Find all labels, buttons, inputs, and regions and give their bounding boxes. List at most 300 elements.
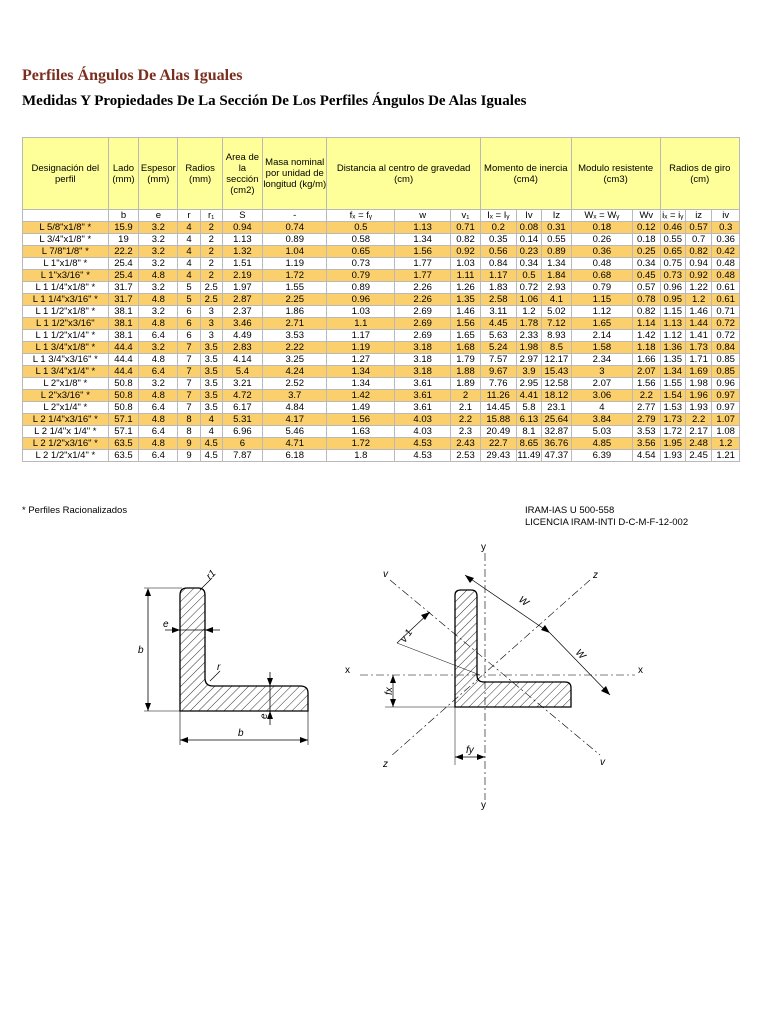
table-cell: 6.4 [139, 330, 178, 342]
subheader-cell: v₁ [451, 210, 481, 222]
table-cell: 3.5 [200, 390, 222, 402]
table-cell: 1.78 [516, 318, 541, 330]
table-cell: 4.03 [395, 414, 451, 426]
table-cell: 4.49 [222, 330, 262, 342]
table-cell: 1.56 [327, 414, 395, 426]
table-cell: 4 [571, 402, 632, 414]
profile-designation-cell: L 1 1/4"x3/16" * [23, 294, 109, 306]
table-cell: 0.96 [327, 294, 395, 306]
table-cell: 7 [178, 378, 200, 390]
table-cell: 2.26 [395, 282, 451, 294]
table-row [23, 438, 740, 450]
table-cell: 0.78 [633, 294, 660, 306]
table-cell: 1.19 [327, 342, 395, 354]
table-cell: 1.93 [660, 450, 685, 462]
table-cell: 0.75 [660, 258, 685, 270]
table-cell: 2.79 [633, 414, 660, 426]
subheader-cell: iz [685, 210, 711, 222]
table-cell: 4.53 [395, 438, 451, 450]
table-cell: 0.57 [685, 222, 711, 234]
table-cell: 0.48 [571, 258, 632, 270]
label-x-right: x [638, 665, 643, 676]
table-cell: 0.74 [262, 222, 327, 234]
table-cell: 1.2 [685, 294, 711, 306]
table-cell: 1.08 [712, 426, 740, 438]
profile-designation-cell: L 1"x1/8" * [23, 258, 109, 270]
table-cell: 25.4 [108, 270, 139, 282]
table-cell: 2.5 [200, 282, 222, 294]
table-cell: 1.54 [660, 390, 685, 402]
table-cell: 4.8 [139, 318, 178, 330]
table-cell: 0.82 [685, 246, 711, 258]
table-cell: 1.84 [542, 270, 572, 282]
table-cell: 3.5 [200, 366, 222, 378]
table-cell: 0.57 [633, 282, 660, 294]
table-cell: 4 [178, 234, 200, 246]
table-cell: 1.72 [327, 438, 395, 450]
table-cell: 1.14 [633, 318, 660, 330]
norm-reference [525, 505, 688, 529]
table-cell: 1.53 [660, 402, 685, 414]
table-cell: 2.95 [516, 378, 541, 390]
table-cell: 5.03 [571, 426, 632, 438]
table-cell: 0.7 [685, 234, 711, 246]
table-cell: 8.93 [542, 330, 572, 342]
subheader-cell: Iₓ = Iᵧ [480, 210, 516, 222]
subheader-cell: Iz [542, 210, 572, 222]
table-cell: 9.67 [480, 366, 516, 378]
table-cell: 1.2 [712, 438, 740, 450]
profile-designation-cell: L 2"x3/16" * [23, 390, 109, 402]
table-row [23, 258, 740, 270]
table-cell: 1.71 [685, 354, 711, 366]
table-cell: 7 [178, 390, 200, 402]
table-cell: 5.24 [480, 342, 516, 354]
table-cell: 2.93 [542, 282, 572, 294]
table-cell: 1.18 [633, 342, 660, 354]
table-cell: 1.26 [451, 282, 481, 294]
table-cell: 2.2 [633, 390, 660, 402]
table-cell: 1.13 [660, 318, 685, 330]
table-cell: 9 [178, 450, 200, 462]
table-cell: 1.58 [571, 342, 632, 354]
table-row [23, 450, 740, 462]
table-cell: 11.49 [517, 450, 541, 461]
subheader-cell: iv [712, 210, 740, 222]
table-cell: 5.63 [480, 330, 516, 342]
table-cell: 1.46 [451, 306, 481, 318]
table-cell: 6.13 [516, 414, 541, 426]
table-cell: 1.42 [633, 330, 660, 342]
table-cell: 22.2 [108, 246, 139, 258]
table-cell: 0.48 [712, 270, 740, 282]
table-cell: 3.25 [262, 354, 327, 366]
profile-designation-cell: L 2 1/2"x1/4" * [23, 450, 109, 462]
table-cell: 6.4 [139, 426, 178, 438]
header-momento: Momento de inercia (cm4) [480, 138, 571, 210]
table-cell: 3.18 [395, 366, 451, 378]
profile-designation-cell: L 7/8"1/8" * [23, 246, 109, 258]
table-cell: 1.83 [480, 282, 516, 294]
table-cell: 1.72 [262, 270, 327, 282]
profile-designation-cell: L 1 3/4"x3/16" * [23, 354, 109, 366]
table-cell: 1.51 [222, 258, 262, 270]
header-masa: Masa nominal por unidad de longitud (kg/m) [262, 138, 327, 210]
table-cell: 1.98 [516, 342, 541, 354]
table-cell: 7 [178, 354, 200, 366]
profile-designation-cell: L 1 3/4"x1/8" * [23, 342, 109, 354]
table-cell: 4.1 [542, 294, 572, 306]
label-v-bottom: v [600, 757, 605, 768]
table-cell: 38.1 [108, 306, 139, 318]
table-cell: 3.53 [633, 426, 660, 438]
table-cell: 0.65 [660, 246, 685, 258]
table-cell: 0.97 [712, 390, 740, 402]
table-cell: 0.71 [451, 222, 481, 234]
label-r: r [217, 662, 221, 673]
table-cell: 36.76 [542, 438, 572, 450]
table-cell: 0.97 [712, 402, 740, 414]
dim-w-upper [465, 575, 550, 633]
table-cell: 0.84 [480, 258, 516, 270]
table-cell: 50.8 [108, 378, 139, 390]
table-cell: 4.85 [571, 438, 632, 450]
table-cell: 3.56 [633, 438, 660, 450]
table-cell: 1.98 [685, 378, 711, 390]
table-cell: 0.72 [712, 330, 740, 342]
table-cell: 2 [200, 222, 222, 234]
table-cell: 1.35 [660, 354, 685, 366]
label-z-bottom: z [383, 759, 388, 770]
table-cell: 1.77 [395, 270, 451, 282]
table-row [23, 330, 740, 342]
table-cell: 6.4 [139, 402, 178, 414]
table-cell: 3.61 [395, 402, 451, 414]
table-cell: 7.76 [480, 378, 516, 390]
table-cell: 2.45 [685, 450, 711, 462]
label-w-lower: W [572, 647, 588, 662]
table-cell: 2.17 [685, 426, 711, 438]
table-cell: 4.84 [262, 402, 327, 414]
table-cell: 0.92 [685, 270, 711, 282]
table-cell: 0.48 [712, 258, 740, 270]
axis-z [390, 580, 590, 757]
profile-designation-cell: L 2 1/4"x3/16" * [23, 414, 109, 426]
table-cell: 0.82 [451, 234, 481, 246]
table-cell: 29.43 [480, 450, 516, 462]
table-cell: 2.37 [222, 306, 262, 318]
table-cell: 0.36 [712, 234, 740, 246]
table-cell: 44.4 [108, 342, 139, 354]
table-cell: 0.65 [327, 246, 395, 258]
table-cell: 4.5 [200, 438, 222, 450]
profile-designation-cell: L 1 1/2"x3/16" [23, 318, 109, 330]
table-cell: 1.73 [685, 342, 711, 354]
table-cell: 1.15 [571, 294, 632, 306]
table-cell: 5.02 [542, 306, 572, 318]
table-cell: 1.56 [451, 318, 481, 330]
table-cell: 2.5 [200, 294, 222, 306]
table-cell: 1.68 [451, 342, 481, 354]
table-cell: 2.2 [451, 414, 481, 426]
profile-designation-cell: L 1 3/4"x1/4" * [23, 366, 109, 378]
table-cell: 0.34 [516, 258, 541, 270]
table-cell: 1.89 [451, 378, 481, 390]
header-distancia: Distancia al centro de gravedad (cm) [327, 138, 480, 210]
header-espesor: Espesor (mm) [139, 138, 178, 210]
subheader-cell: iₓ = iᵧ [660, 210, 685, 222]
label-e-bottom: e [259, 713, 270, 719]
table-cell: 0.84 [712, 342, 740, 354]
table-cell: 2.22 [262, 342, 327, 354]
angle-section-shape [180, 588, 308, 711]
table-cell: 1.03 [451, 258, 481, 270]
footnote-racionalizados: * Perfiles Racionalizados [22, 505, 128, 516]
subheader-cell: Iv [516, 210, 541, 222]
norm-licencia: LICENCIA IRAM-INTI D-C-M-F-12-002 [525, 517, 689, 528]
table-row [23, 294, 740, 306]
header-designacion: Designación del perfil [23, 138, 109, 210]
table-cell: 5.4 [222, 366, 262, 378]
table-cell: 2.69 [395, 318, 451, 330]
label-y-bottom: y [481, 800, 486, 811]
table-cell: 1.32 [222, 246, 262, 258]
label-z-top: z [593, 570, 598, 581]
table-cell: 11.26 [480, 390, 516, 402]
table-cell: 6 [178, 318, 200, 330]
table-cell: 1.19 [262, 258, 327, 270]
table-cell: 2.87 [222, 294, 262, 306]
table-cell: 0.92 [451, 246, 481, 258]
table-cell: 3.61 [395, 390, 451, 402]
table-cell: 3.11 [480, 306, 516, 318]
table-cell: 0.72 [516, 282, 541, 294]
table-cell: 2 [200, 258, 222, 270]
table-cell: 1.2 [516, 306, 541, 318]
table-cell: 1.34 [327, 366, 395, 378]
table-cell: 2 [200, 246, 222, 258]
properties-table [22, 137, 740, 462]
table-cell: 4.8 [139, 438, 178, 450]
subheader-cell [23, 210, 109, 222]
profile-designation-cell: L 3/4"x1/8" * [23, 234, 109, 246]
profile-designation-cell: L 1 1/4"x1/8" * [23, 282, 109, 294]
table-cell: 2.19 [222, 270, 262, 282]
table-cell: 1.8 [327, 450, 395, 462]
table-cell: 1.15 [660, 306, 685, 318]
table-row [23, 354, 740, 366]
table-cell: 0.18 [571, 222, 632, 234]
table-cell: 3.2 [139, 222, 178, 234]
subheader-cell: S [222, 210, 262, 222]
profile-designation-cell: L 2"x1/8" * [23, 378, 109, 390]
table-cell: 0.35 [480, 234, 516, 246]
table-cell: 3.21 [222, 378, 262, 390]
table-cell: 4.54 [633, 450, 660, 462]
table-cell: 0.5 [516, 270, 541, 282]
table-cell: 4.71 [262, 438, 327, 450]
profile-designation-cell: L 2"x1/4" * [23, 402, 109, 414]
table-cell: 0.94 [685, 258, 711, 270]
table-subheader-row [23, 210, 740, 222]
table-cell: 7 [178, 402, 200, 414]
profile-designation-cell: L 2 1/2"x3/16" * [23, 438, 109, 450]
table-cell: 57.1 [108, 414, 139, 426]
table-cell: 4.41 [516, 390, 541, 402]
table-cell: 3.5 [200, 342, 222, 354]
table-cell: 0.45 [633, 270, 660, 282]
table-cell: 2.69 [395, 306, 451, 318]
table-cell: 1.77 [395, 258, 451, 270]
table-cell: 5.31 [222, 414, 262, 426]
table-cell: 0.89 [542, 246, 572, 258]
table-cell: 0.89 [327, 282, 395, 294]
table-cell: 3.2 [139, 234, 178, 246]
subheader-cell: - [262, 210, 327, 222]
table-cell: 15.9 [108, 222, 139, 234]
table-cell: 1.36 [660, 342, 685, 354]
table-row [23, 318, 740, 330]
table-cell: 4.03 [395, 426, 451, 438]
table-cell: 47.37 [542, 450, 572, 462]
subheader-cell: b [108, 210, 139, 222]
table-cell: 0.42 [712, 246, 740, 258]
table-row [23, 282, 740, 294]
table-cell: 7.57 [480, 354, 516, 366]
table-cell: 0.12 [633, 222, 660, 234]
table-cell: 3.2 [139, 342, 178, 354]
table-cell: 63.5 [108, 438, 139, 450]
table-cell: 0.73 [327, 258, 395, 270]
table-cell: 1.65 [571, 318, 632, 330]
table-cell: 0.14 [516, 234, 541, 246]
table-cell: 3 [200, 330, 222, 342]
label-v1: v 1 [398, 627, 416, 645]
table-cell: 4.8 [139, 414, 178, 426]
table-cell: 1.34 [660, 366, 685, 378]
table-cell: 2.3 [451, 426, 481, 438]
table-cell: 0.82 [633, 306, 660, 318]
table-cell: 4 [178, 246, 200, 258]
table-cell: 1.69 [685, 366, 711, 378]
table-cell: 63.5 [108, 450, 139, 462]
table-cell: 1.97 [222, 282, 262, 294]
label-fy: fy [466, 745, 474, 756]
label-v-top: v [383, 569, 388, 580]
table-cell: 3.18 [395, 354, 451, 366]
label-y-top: y [481, 542, 486, 553]
table-row [23, 366, 740, 378]
table-cell: 1.13 [222, 234, 262, 246]
label-x-left: x [345, 665, 350, 676]
table-cell: 3 [200, 318, 222, 330]
table-cell: 7.87 [222, 450, 262, 462]
table-cell: 4 [178, 222, 200, 234]
table-cell: 2.48 [685, 438, 711, 450]
table-cell: 2.52 [262, 378, 327, 390]
label-w-upper: W [516, 594, 531, 609]
table-cell: 8.65 [516, 438, 541, 450]
table-cell: 1.12 [571, 306, 632, 318]
table-cell: 1.49 [327, 402, 395, 414]
table-cell: 1.07 [712, 414, 740, 426]
table-cell: 3.46 [222, 318, 262, 330]
table-cell: 2 [451, 390, 481, 402]
table-cell: 23.1 [542, 402, 572, 414]
table-row [23, 222, 740, 234]
table-cell: 3.84 [571, 414, 632, 426]
profile-designation-cell: L 5/8"x1/8" * [23, 222, 109, 234]
table-cell: 0.58 [327, 234, 395, 246]
table-row [23, 342, 740, 354]
table-cell: 0.46 [660, 222, 685, 234]
table-cell: 3.2 [139, 282, 178, 294]
table-cell: 0.85 [712, 354, 740, 366]
table-cell: 1.95 [660, 438, 685, 450]
table-cell: 0.89 [262, 234, 327, 246]
table-cell: 15.88 [480, 414, 516, 426]
table-row [23, 426, 740, 438]
angle-profile-dimension-diagram [120, 560, 340, 750]
subheader-cell: fₓ = fᵧ [327, 210, 395, 222]
table-cell: 0.68 [571, 270, 632, 282]
table-cell: 31.7 [108, 294, 139, 306]
table-cell: 25.64 [542, 414, 572, 426]
subheader-cell: w [395, 210, 451, 222]
subheader-cell: Wv [633, 210, 660, 222]
table-cell: 38.1 [108, 330, 139, 342]
table-cell: 0.71 [712, 306, 740, 318]
table-cell: 2.83 [222, 342, 262, 354]
table-cell: 3.5 [200, 378, 222, 390]
table-cell: 2 [200, 234, 222, 246]
table-cell: 50.8 [108, 402, 139, 414]
table-cell: 0.56 [480, 246, 516, 258]
table-cell: 8.1 [516, 426, 541, 438]
table-cell: 1.12 [660, 330, 685, 342]
table-cell: 2.1 [451, 402, 481, 414]
table-cell: 2.71 [262, 318, 327, 330]
table-cell: 4 [178, 270, 200, 282]
table-cell: 1.73 [660, 414, 685, 426]
table-cell: 3.18 [395, 342, 451, 354]
table-cell: 1.17 [327, 330, 395, 342]
label-b-bottom: b [238, 728, 244, 739]
table-cell: 0.79 [571, 282, 632, 294]
table-cell: 4.53 [395, 450, 451, 462]
table-cell: 1.65 [451, 330, 481, 342]
table-cell: 3.5 [200, 402, 222, 414]
table-cell: 3.61 [395, 378, 451, 390]
page-subtitle: Medidas Y Propiedades De La Sección De Los Perfiles Ángulos De Alas Iguales [22, 93, 527, 109]
table-cell: 12.58 [542, 378, 572, 390]
table-cell: 1.72 [660, 426, 685, 438]
table-cell: 2.14 [571, 330, 632, 342]
table-cell: 2.26 [395, 294, 451, 306]
table-cell: 1.13 [395, 222, 451, 234]
table-row [23, 390, 740, 402]
table-cell: 5 [178, 294, 200, 306]
table-cell: 1.44 [685, 318, 711, 330]
subheader-cell: e [139, 210, 178, 222]
table-cell: 1.56 [395, 246, 451, 258]
table-cell: 0.55 [542, 234, 572, 246]
header-lado: Lado (mm) [108, 138, 139, 210]
table-cell: 1.46 [685, 306, 711, 318]
table-cell: 0.96 [660, 282, 685, 294]
table-cell: 2.58 [480, 294, 516, 306]
profile-designation-cell: L 1 1/2"x1/4" * [23, 330, 109, 342]
